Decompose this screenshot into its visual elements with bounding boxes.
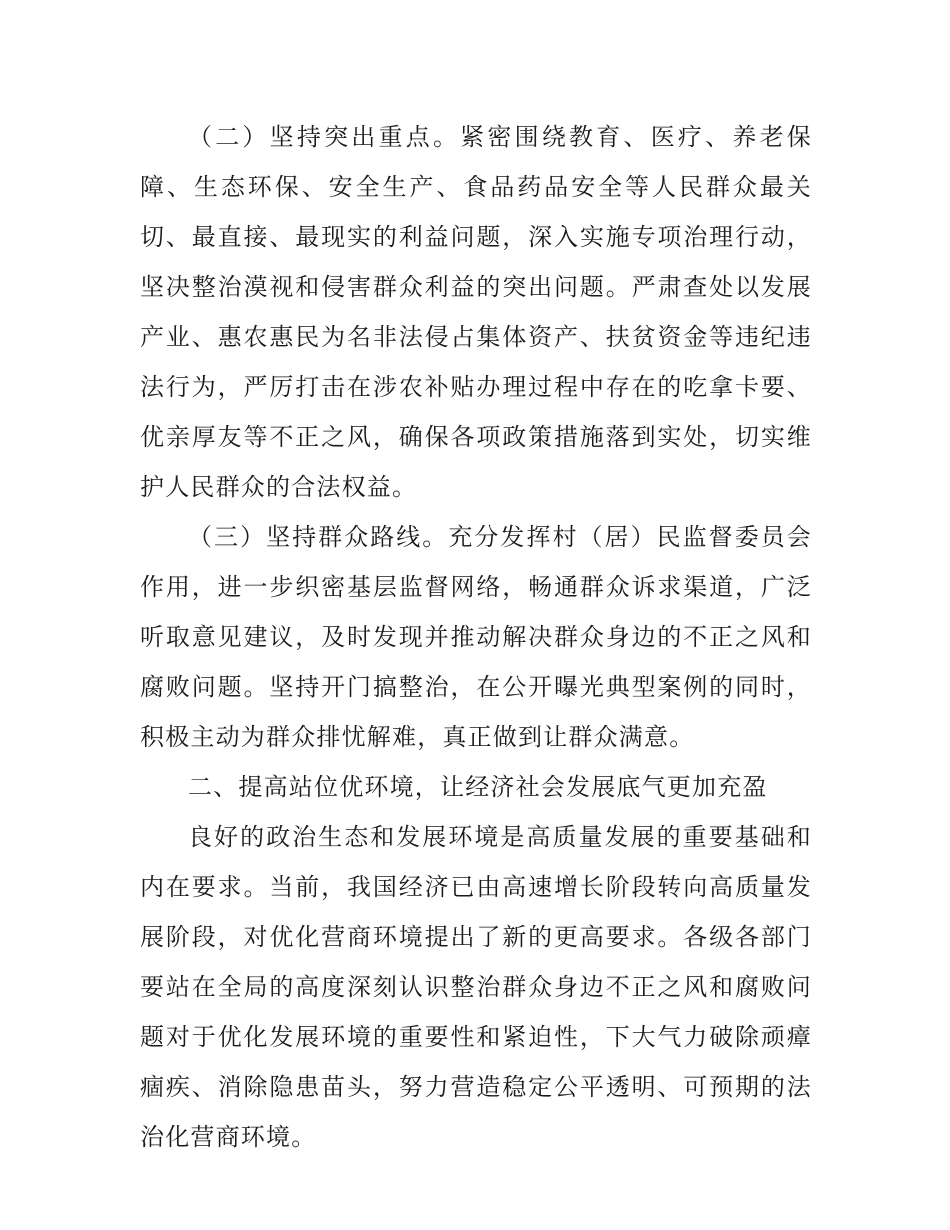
paragraph-insist-on-key-priorities: （二）坚持突出重点。紧密围绕教育、医疗、养老保障、生态环保、安全生产、食品药品安全等人民群众最关切、最直接、最现实的利益问题，深入实施专项治理行动，坚决整治漠视和侵害群众利益的突出问题。严肃查处以发展产业、惠农惠民为名非法侵占集体资产、扶贫资金等违纪违法行为，严厉打击在涉农补贴办理过程中存在的吃拿卡要、优亲厚友等不正之风，确保各项政策措施落到实处，切实维护人民群众的合法权益。: [140, 123, 812, 501]
section-heading-environment: 二、提高站位优环境，让经济社会发展底气更加充盈: [188, 773, 768, 801]
document-body: [140, 112, 812, 1162]
paragraph-mass-line: （三）坚持群众路线。充分发挥村（居）民监督委员会作用，进一步织密基层监督网络，畅通群众诉求渠道，广泛听取意见建议，及时发现并推动解决群众身边的不正之风和腐败问题。坚持开门搞整治，在公开曝光典型案例的同时，积极主动为群众排忧解难，真正做到让群众满意。: [140, 523, 812, 751]
paragraph-business-environment: 良好的政治生态和发展环境是高质量发展的重要基础和内在要求。当前，我国经济已由高速增长阶段转向高质量发展阶段，对优化营商环境提出了新的更高要求。各级各部门要站在全局的高度深刻认识整治群众身边不正之风和腐败问题对于优化发展环境的重要性和紧迫性，下大气力破除顽瘴痼疾、消除隐患苗头，努力营造稳定公平透明、可预期的法治化营商环境。: [140, 823, 812, 1151]
